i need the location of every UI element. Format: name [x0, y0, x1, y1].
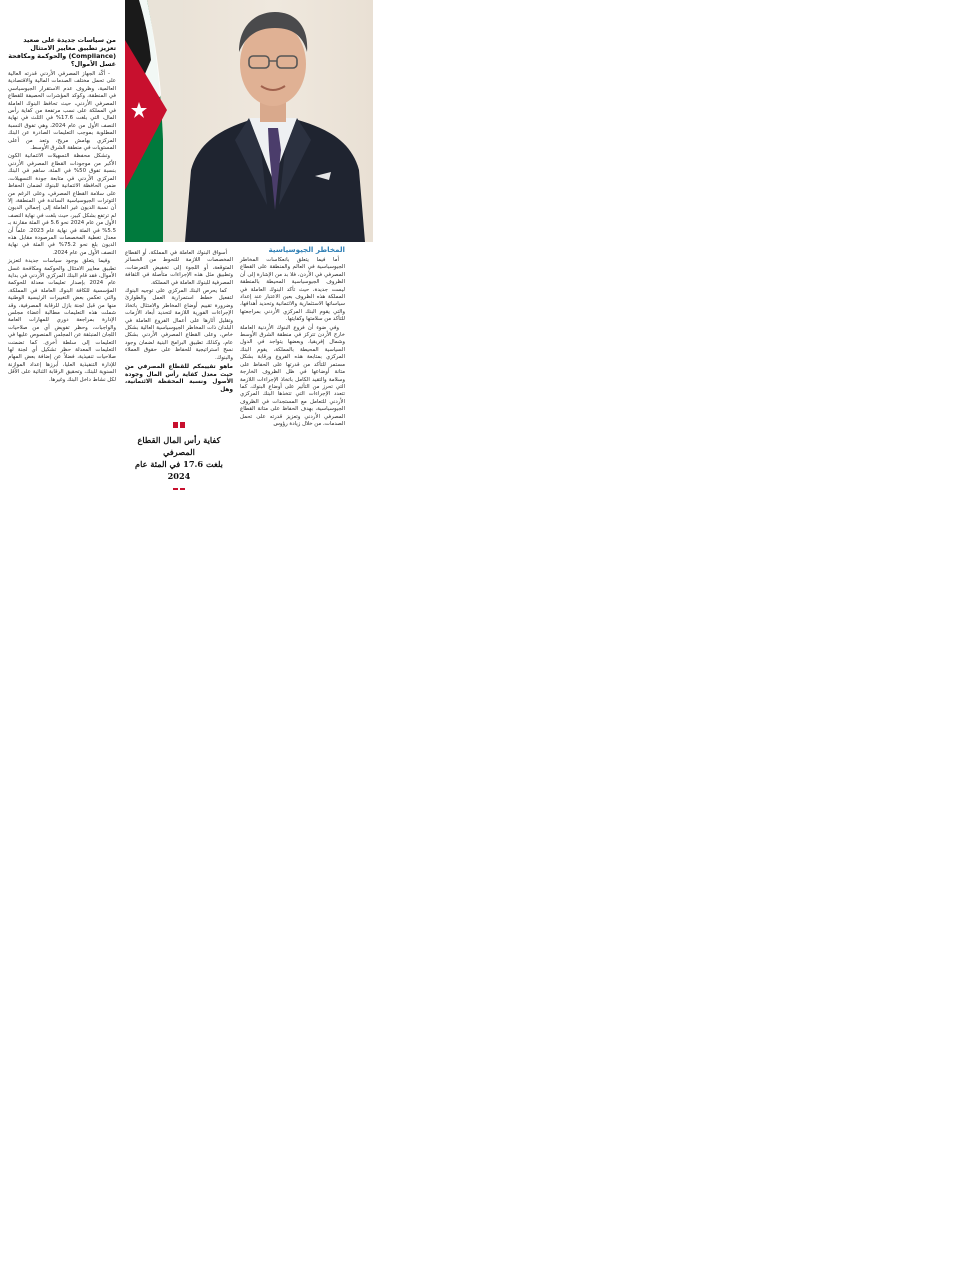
newspaper-clipping [0, 0, 380, 490]
article-column-middle [125, 250, 233, 394]
interview-question: ماهو تقييمكم للقطاع المصرفي من حيث معدل كفاية رأس المال وجودة الأصول ونسبة المحفظة الائتمانية، وهل [125, 364, 233, 393]
paragraph: وتشكل محفظة التسهيلات الائتمانية الكون الأكبر من موجودات القطاع المصرفي الأردني بنسبة تفوق 50% في المئة، ساهم في البنك المركزي الأردني في متابعة جودة التسهيلات، ضمن الحافظة الائتمانية للبنوك لضمان الحفاظ على سلامة القطاع المصرفي، وعلى الرغم من التوترات الجيوسياسية السائدة في المنطقة، إلا أن نسبة الديون غير العاملة إلى إجمالي الديون لم ترتفع بشكل كبير، حيث بلغت في نهاية النصف الأول من عام 2024 نحو 5.6 في المئة مقارنة بـ 5.5% في المئة في نهاية عام 2023. علماً أن معدل تغطية المخصصات المرصودة مقابل هذه الديون بلغ نحو 75.2% في المئة في نهاية النصف الأول من عام 2024. [8, 153, 117, 256]
pull-quote-line-1: كفاية رأس المال القطاع المصرفي [137, 435, 221, 457]
paragraph: أما فيما يتعلق بانعكاسات المخاطر الجيوسياسية في العالم والمنطقة على القطاع المصرفي في الأردن، فلا بد من الإشارة إلى أن الظروف الجيوسياسية المحيطة بالمنطقة ليست جديدة، حيث تأكد البنوك العاملة في المملكة هذه الظروف بعين الاعتبار عند إعداد سياساتها الاستثمارية والائتمانية وتحديد أهدافها، والتي يقوم البنك المركزي الأردني بمراجعتها للتأكد من سلامتها وكفايتها. [240, 257, 345, 323]
quote-mark-top-icon [173, 422, 185, 428]
subheading-geopolitical-risks: المخاطر الجيوسياسية [268, 245, 345, 254]
quote-mark-bottom-icon [173, 488, 185, 490]
paragraph: وفيما يتعلق بوجود سياسات جديدة لتعزيز تطبيق معايير الامتثال والحوكمة ومكافحة غسل الأموال، فقد قام البنك المركزي الأردني في بداية عام 2024 بإصدار تعليمات معدلة للحوكمة المؤسسية للكافة البنوك العاملة في المملكة، والتي تعكس بعض التغييرات الرئيسية الوطنية منها من قبل لجنة بازل للرقابة المصرفية، وقد شملت هذه التعليمات مطالبة أعضاء مجلس الإدارة بمراجعة دوري للمهارات العامة والواجبات، وحظر تفويض أي من صلاحيات اللجان المنبثقة عن المجلس المنصوص عليها في التعليمات إلى سلطة أخرى. كما تضمنت التعليمات المعدلة حظر تشكيل أي لجنة لها صلاحيات تنفيذية، فضلاً عن إضافة بعض المهام للإدارة التنفيذية العليا، أبرزها إعداد الموازنة السنوية للبنك، وتحقيق الرقابة الثنائية على الأقل لكل نشاط داخل البنك وغيرها. [8, 258, 116, 383]
paragraph: أسواق البنوك العاملة في المملكة، أو القطاع المخصصات اللازمة للتحوط من الخسائر المتوقعة، أو اللجوء إلى تخفيض التعرضات، وتطبيق مثل هذه الإجراءات متأصلة في الثقافة المصرفية للبنوك العاملة في المملكة. [125, 250, 233, 286]
paragraph: - أكّد الجهاز المصرفي الأردني قدرته العالية على تحمل مختلف الصدمات المالية والاقتصادية العالمية، وظروف عدم الاستقرار الجيوسياسي في المنطقة، وكوكد المؤشرات الحصيفة للقطاع المصرفي الأردني، حيث تحافظ البنوك العاملة في المملكة على نسب مرتفعة من كفاية رأس المال، التي بلغت 17.6% في الثلث في نهاية النصف الأول من عام 2024، وهي تفوق النسبة المطلوبة بموجب التعليمات الصادرة عن البنك المركزي بهامش مريح، وتعد من أعلى المستويات في منطقة الشرق الأوسط. [8, 71, 116, 152]
pull-quote-line-2: بلغت 17.6 في المئة عام 2024 [135, 459, 223, 481]
paragraph: كما يحرص البنك المركزي على توجيه البنوك لتفعيل خطط استمرارية العمل والطوارئ وضرورة تقييم أوضاع المخاطر والامتثال باتخاذ الإجراءات الفورية اللازمة لتحديد أبعاد الأزمات وتقليل آثارها على أعمال الفروع العاملة في البلدان ذات المخاطر الجيوسياسية العالية بشكل خاص، وعلى القطاع المصرفي الأردني بشكل عام، وكذلك تطبيق البرامج البنية لضمان وجود نسخ استراتيجية للحفاظ على حقوق العملاء والبنوك. [125, 288, 233, 361]
article-photo [125, 0, 373, 242]
paragraph: وفي ضوء أن فروع البنوك الأردنية العاملة خارج الأردن تتركز في منطقة الشرق الأوسط وشمال إفريقيا، وبعضها يتواجد في الدول السياسية المحيطة بالمملكة، يقوم البنك المركزي بمتابعة هذه الفروع ورقابة بشكل مستمر للتأكد من قدرتها على الحفاظ على متانة أوضاعها في ظل الظروف الخارجة وسلامة والتقيد الكامل باتخاذ الإجراءات اللازمة التي تحرز من التأثير على أوضاع البنوك، كما تتعدد الإجراءات التي تتخذها البنك المركزي الأردني للتعامل مع المستجدات في الظروف الجيوسياسية، بهدف الحفاظ على متانة القطاع المصرفي الأردني وتعزيز قدرته على تحمل الصدمات، من خلال زيادة رؤوس [240, 324, 345, 427]
article-column-left [8, 36, 116, 385]
pull-quote [125, 422, 233, 490]
pull-quote-text [125, 434, 233, 482]
article-column-right [240, 245, 345, 429]
interview-question-heading: من سياسات جديدة على صعيد تعزيز تطبيق معايير الامتثال (Compliance) والحوكمة ومكافحة غسل الأموال؟ [8, 36, 116, 68]
portrait-figure [175, 0, 373, 242]
